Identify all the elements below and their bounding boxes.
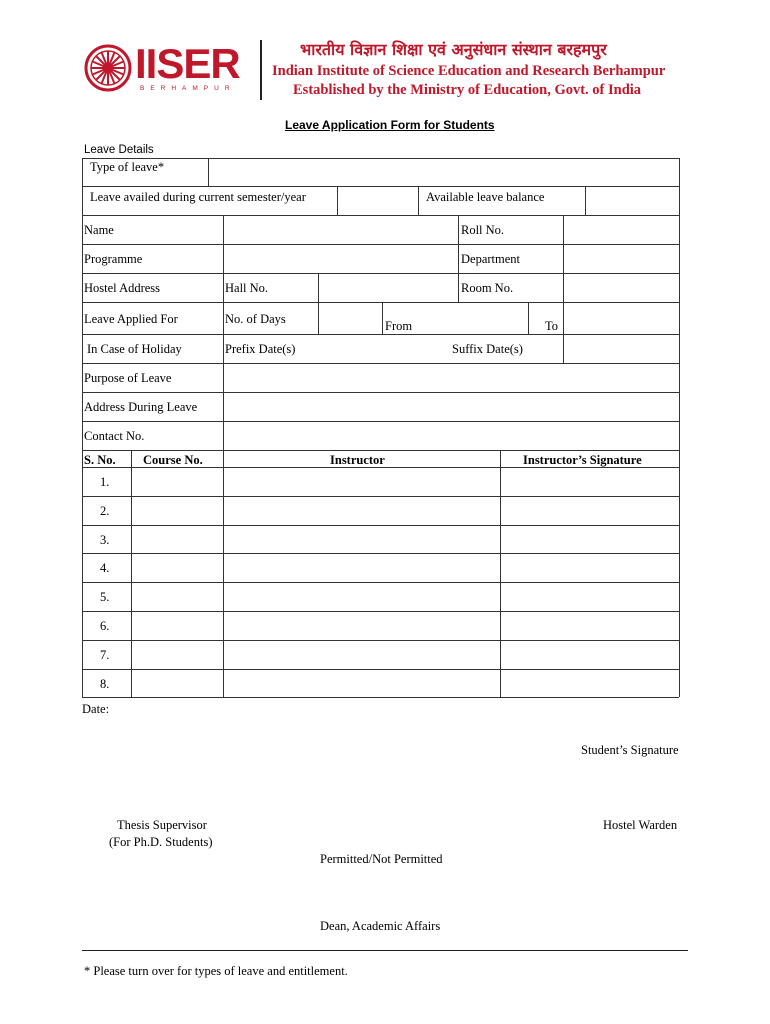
section-label: Leave Details bbox=[84, 144, 154, 156]
table-row-sno: 8. bbox=[100, 677, 110, 691]
table-border bbox=[82, 582, 679, 583]
available-balance-label: Available leave balance bbox=[426, 190, 545, 204]
no-of-days-field[interactable] bbox=[319, 303, 381, 333]
form-title: Leave Application Form for Students bbox=[285, 118, 495, 132]
table-row-sno: 6. bbox=[100, 619, 110, 633]
table-border bbox=[382, 302, 383, 334]
hall-no-label: Hall No. bbox=[225, 281, 269, 295]
table-border bbox=[679, 158, 680, 215]
contact-no-label: Contact No. bbox=[84, 429, 145, 443]
hostel-address-label: Hostel Address bbox=[84, 281, 161, 295]
permitted-label: Permitted/Not Permitted bbox=[320, 852, 443, 866]
col-header-instructor-signature: Instructor’s Signature bbox=[523, 453, 642, 467]
institute-established-line: Established by the Ministry of Education, Govt. of India bbox=[293, 82, 642, 98]
name-label: Name bbox=[84, 223, 114, 237]
programme-label: Programme bbox=[84, 252, 143, 266]
programme-field[interactable] bbox=[224, 245, 457, 272]
address-during-leave-label: Address During Leave bbox=[84, 400, 198, 414]
contact-no-field[interactable] bbox=[224, 422, 678, 449]
table-border bbox=[82, 215, 83, 450]
table-row-sno: 3. bbox=[100, 533, 110, 547]
roll-no-label: Roll No. bbox=[461, 223, 505, 237]
col-header-course-no: Course No. bbox=[143, 453, 203, 467]
type-of-leave-label: Type of leave* bbox=[90, 160, 165, 174]
table-border bbox=[82, 553, 679, 554]
from-date-field[interactable] bbox=[418, 303, 527, 333]
table-border bbox=[131, 450, 132, 697]
purpose-label: Purpose of Leave bbox=[84, 371, 172, 385]
room-no-field[interactable] bbox=[564, 274, 678, 301]
institute-name-english: Indian Institute of Science Education and Research Berhampur bbox=[272, 63, 666, 79]
department-label: Department bbox=[461, 252, 521, 266]
col-header-instructor: Instructor bbox=[330, 453, 385, 467]
hostel-warden-label: Hostel Warden bbox=[603, 818, 678, 832]
table-border bbox=[82, 669, 679, 670]
to-label: To bbox=[545, 319, 559, 333]
hall-no-field[interactable] bbox=[319, 274, 457, 301]
address-during-leave-field[interactable] bbox=[224, 393, 678, 420]
date-label: Date: bbox=[82, 702, 110, 716]
roll-no-field[interactable] bbox=[564, 216, 678, 243]
table-row-sno: 7. bbox=[100, 648, 110, 662]
table-row-sno: 5. bbox=[100, 590, 110, 604]
table-row-sno: 2. bbox=[100, 504, 110, 518]
table-border bbox=[458, 273, 459, 302]
leave-availed-label: Leave availed during current semester/year bbox=[90, 190, 306, 204]
table-border bbox=[82, 496, 679, 497]
footer-divider bbox=[82, 950, 688, 951]
prefix-dates-label: Prefix Date(s) bbox=[225, 342, 296, 356]
table-border bbox=[82, 450, 679, 451]
table-row-sno: 1. bbox=[100, 475, 110, 489]
table-border bbox=[679, 215, 680, 450]
table-border bbox=[82, 467, 679, 468]
thesis-supervisor-label: Thesis Supervisor bbox=[117, 818, 207, 832]
institute-name-hindi: भारतीय विज्ञान शिक्षा एवं अनुसंधान संस्थान बरहमपुर bbox=[300, 40, 607, 59]
table-border bbox=[418, 186, 419, 215]
institute-logo-text: IISER bbox=[135, 40, 240, 87]
room-no-label: Room No. bbox=[461, 281, 514, 295]
suffix-dates-field[interactable] bbox=[564, 335, 678, 362]
table-border bbox=[82, 158, 83, 215]
phd-note-label: (For Ph.D. Students) bbox=[109, 835, 213, 849]
dean-label: Dean, Academic Affairs bbox=[320, 919, 441, 933]
footer-note: * Please turn over for types of leave and entitlement. bbox=[84, 964, 348, 978]
table-border bbox=[679, 450, 680, 697]
suffix-dates-label: Suffix Date(s) bbox=[452, 342, 523, 356]
from-label: From bbox=[385, 319, 413, 333]
table-border bbox=[82, 611, 679, 612]
table-border bbox=[458, 215, 459, 273]
table-border bbox=[223, 450, 224, 697]
institute-logo-subtext: BERHAMPUR bbox=[140, 85, 236, 92]
leave-availed-field[interactable] bbox=[338, 187, 417, 214]
type-of-leave-field[interactable] bbox=[209, 159, 678, 185]
header-divider bbox=[260, 40, 262, 100]
col-header-sno: S. No. bbox=[84, 453, 116, 467]
available-balance-field[interactable] bbox=[586, 187, 678, 214]
institute-logo-wheel-icon bbox=[84, 44, 132, 92]
table-row-sno: 4. bbox=[100, 561, 110, 575]
table-border bbox=[82, 640, 679, 641]
to-date-field[interactable] bbox=[564, 303, 678, 333]
purpose-field[interactable] bbox=[224, 364, 678, 391]
table-border bbox=[82, 697, 679, 698]
table-border bbox=[82, 450, 83, 697]
table-border bbox=[528, 302, 529, 334]
leave-applied-for-label: Leave Applied For bbox=[84, 312, 178, 326]
student-signature-label: Student’s Signature bbox=[581, 743, 679, 757]
holiday-label: In Case of Holiday bbox=[87, 342, 182, 356]
name-field[interactable] bbox=[224, 216, 457, 243]
table-border bbox=[500, 450, 501, 697]
department-field[interactable] bbox=[564, 245, 678, 272]
prefix-dates-field[interactable] bbox=[319, 335, 449, 362]
no-of-days-label: No. of Days bbox=[225, 312, 286, 326]
table-border bbox=[82, 525, 679, 526]
